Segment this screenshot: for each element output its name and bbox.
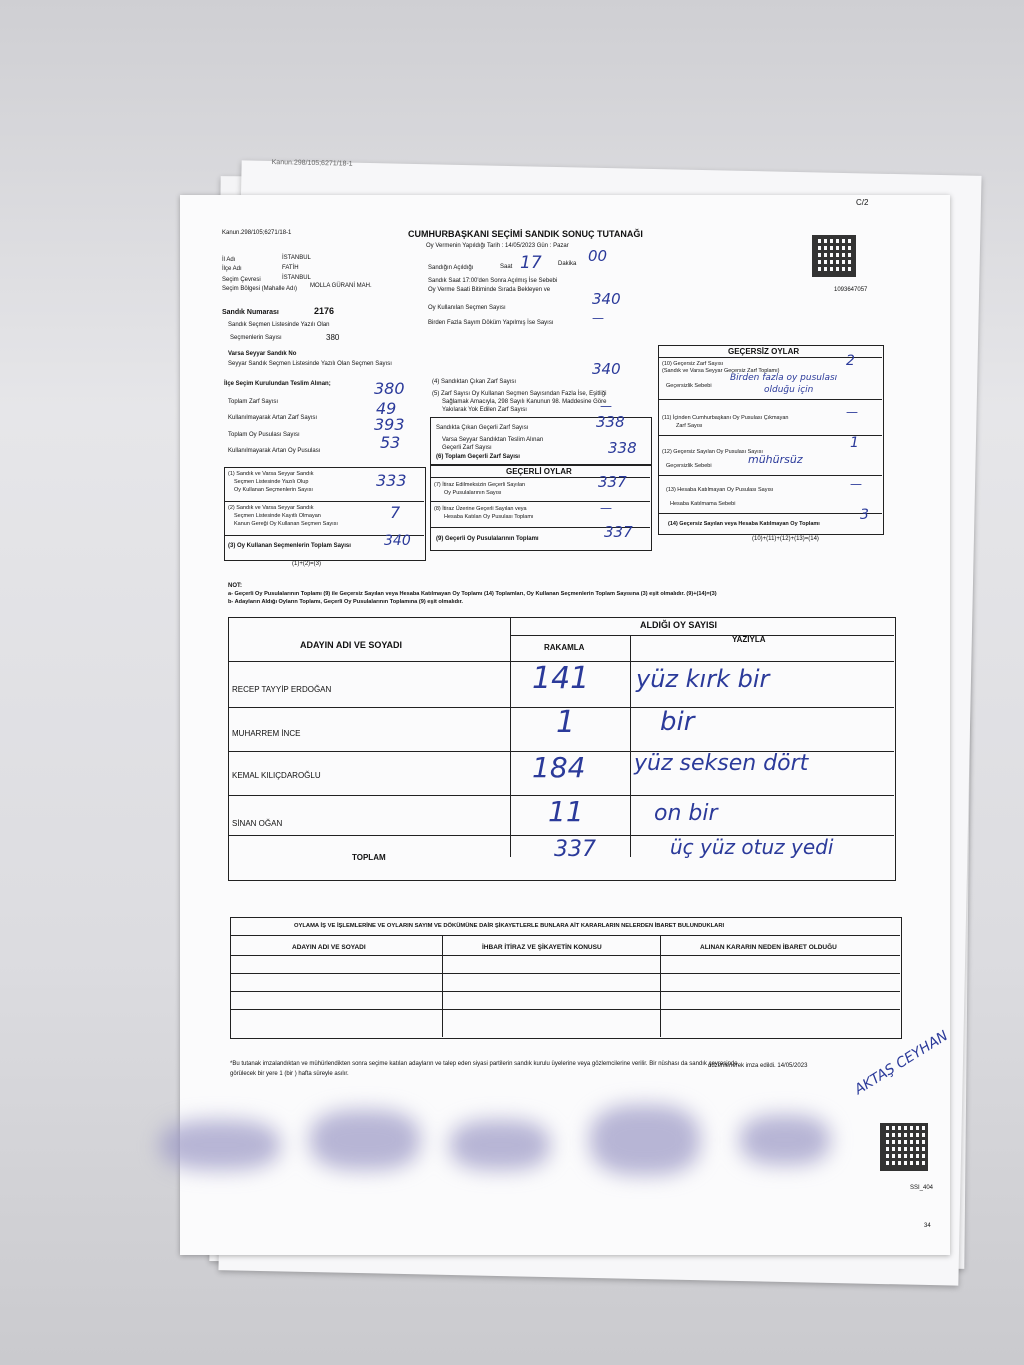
- r9-label: (9) Geçerli Oy Pusulalarının Toplamı: [436, 536, 539, 542]
- col-name-header: ADAYIN ADI VE SOYADI: [300, 640, 403, 650]
- zarf-label: Toplam Zarf Sayısı: [228, 399, 279, 405]
- r8-label: (8) İtiraz Üzerine Geçerli Sayılan veya: [434, 506, 527, 512]
- valid-zarf-label: Sandıkta Çıkan Geçerli Zarf Sayısı: [436, 425, 529, 431]
- bolge-value: MOLLA GÜRANİ MAH.: [310, 283, 372, 289]
- r4-value: 340: [592, 360, 621, 378]
- r3-formula: (1)+(2)=(3): [292, 561, 322, 567]
- page-number: 34: [924, 1223, 931, 1229]
- total-label: TOPLAM: [352, 853, 386, 862]
- r1-label: (1) Sandık ve Varsa Seyyar Sandık: [228, 471, 314, 477]
- r5-label: (5) Zarf Sayısı Oy Kullanan Seçmen Sayısından Fazla İse, Eşitliği: [432, 391, 607, 397]
- r1-label-3: Oy Kullanan Seçmenlerin Sayısı: [234, 487, 313, 493]
- r10-reason-2: olduğu için: [764, 385, 814, 395]
- note-b: b- Adayların Aldığı Oyların Toplamı, Geçerli Oy Pusulalarının Toplamına (9) eşit olmalıdır.: [228, 599, 463, 605]
- pusula-value: 393: [374, 415, 405, 434]
- r9-value: 337: [604, 523, 633, 541]
- used-label: Oy Kullanılan Seçmen Sayısı: [428, 305, 506, 311]
- redacted-signatures: [140, 1090, 840, 1210]
- used-value: 340: [592, 290, 621, 308]
- dakika-label: Dakika: [558, 261, 577, 267]
- candidate-votes-num: 141: [532, 661, 590, 696]
- back-law: Kanun.298/105;6271/18-1: [271, 159, 353, 168]
- listed-label-2: Seçmenlerin Sayısı: [230, 335, 282, 341]
- sandik-no-label: Sandık Numarası: [222, 309, 279, 316]
- dakika-value: 00: [588, 247, 608, 265]
- r10-reason: Birden fazla oy pusulası: [730, 373, 838, 383]
- r10-reason-label: Geçersizlik Sebebi: [666, 383, 712, 389]
- r12-value: 1: [850, 435, 859, 451]
- cevre-label: Seçim Çevresi: [222, 277, 261, 283]
- bolge-label: Seçim Bölgesi (Mahalle Adı): [222, 286, 298, 292]
- valid-title: GEÇERLİ OYLAR: [506, 467, 572, 476]
- r8-value: —: [600, 501, 612, 515]
- candidate-name: SİNAN OĞAN: [232, 819, 283, 828]
- r14-formula: (10)+(11)+(12)+(13)=(14): [752, 536, 819, 542]
- r10-label: (10) Geçersiz Zarf Sayısı: [662, 361, 724, 367]
- r11-label: (11) İçinden Cumhurbaşkanı Oy Pusulası Çıkmayan: [662, 415, 789, 421]
- r5-value: —: [600, 399, 612, 413]
- il-value: İSTANBUL: [282, 255, 311, 261]
- r10-label-2: (Sandık ve Varsa Seyyar Geçersiz Zarf Toplamı): [662, 368, 780, 374]
- r6-value: 338: [608, 439, 637, 457]
- col-votes-header: ALDIĞI OY SAYISI: [640, 620, 718, 630]
- r3-label: (3) Oy Kullanan Seçmenlerin Toplam Sayısı: [228, 543, 351, 549]
- candidate-votes-text: yüz seksen dört: [634, 751, 809, 776]
- r2-label-2: Seçmen Listesinde Kayıtlı Olmayan: [234, 513, 321, 519]
- qr-number: 1093647057: [834, 287, 868, 293]
- footer-date: düzenlenerek imza edildi. 14/05/2023: [708, 1063, 808, 1069]
- seyyar-listed-label: Seyyar Sandık Seçmen Listesinde Yazılı Olan Seçmen Sayısı: [228, 361, 392, 367]
- form-code: C/2: [856, 198, 869, 207]
- recount-label: Birden Fazla Sayım Döküm Yapılmış İse Sayısı: [428, 320, 554, 326]
- artan-zarf-value: 49: [376, 399, 397, 418]
- ssi-code: SSI_404: [910, 1185, 934, 1191]
- pusula-label: Toplam Oy Pusulası Sayısı: [228, 432, 300, 438]
- seyyar-zarf-label-2: Geçerli Zarf Sayısı: [442, 445, 492, 451]
- after-label: Sandık Saat 17:00'den Sonra Açılmış İse Sebebi: [428, 278, 558, 284]
- candidate-name: RECEP TAYYİP ERDOĞAN: [232, 685, 332, 694]
- ilce-label: İlçe Adı: [222, 266, 242, 272]
- form-title: CUMHURBAŞKANI SEÇİMİ SANDIK SONUÇ TUTANAĞI: [408, 229, 643, 239]
- saat-label: Saat: [500, 264, 513, 270]
- zarf-value: 380: [374, 379, 405, 398]
- complaints-title: OYLAMA İŞ VE İŞLEMLERİNE VE OYLARIN SAYIM VE DÖKÜMÜNE DAİR ŞİKAYETLERLE BUNLARA AİT KARARLARIN NELERDEN İBARET BULUNDUKLARI: [294, 923, 725, 929]
- vote-date: Oy Vermenin Yapıldığı Tarih : 14/05/2023 Gün : Pazar: [426, 243, 569, 249]
- r12-reason: mühürsüz: [748, 453, 803, 466]
- note-title: NOT:: [228, 583, 242, 589]
- r13-value: —: [850, 477, 862, 491]
- candidate-votes-num: 184: [532, 751, 586, 784]
- col-num-header: RAKAMLA: [544, 643, 585, 652]
- seyyar-zarf-label: Varsa Seyyar Sandıktan Teslim Alınan: [442, 437, 544, 443]
- cevre-value: İSTANBUL: [282, 275, 311, 281]
- r6-label: (6) Toplam Geçerli Zarf Sayısı: [436, 454, 520, 460]
- sandik-no-value: 2176: [314, 306, 335, 316]
- candidate-name: KEMAL KILIÇDAROĞLU: [232, 771, 321, 780]
- r7-value: 337: [598, 473, 627, 491]
- received-title: İlçe Seçim Kurulundan Teslim Alınan;: [224, 381, 331, 387]
- r11-value: —: [846, 405, 858, 419]
- qr-code-icon: [812, 235, 856, 277]
- r14-value: 3: [860, 507, 869, 523]
- queue-label: Oy Verme Saati Bitiminde Sırada Bekleyen ve: [428, 287, 551, 293]
- ilce-value: FATİH: [282, 265, 299, 271]
- il-label: İl Adı: [222, 257, 236, 263]
- r1-label-2: Seçmen Listesinde Yazılı Olup: [234, 479, 309, 485]
- r1-value: 333: [376, 471, 407, 490]
- candidate-votes-num: 1: [556, 705, 576, 740]
- complaints-col3: ALINAN KARARIN NEDEN İBARET OLDUĞU: [700, 944, 837, 951]
- invalid-title: GEÇERSİZ OYLAR: [728, 347, 800, 356]
- signature: AKTAŞ CEYHAN: [851, 1027, 951, 1099]
- artan-zarf-label: Kullanılmayarak Artan Zarf Sayısı: [228, 415, 318, 421]
- listed-value: 380: [326, 333, 340, 342]
- candidate-votes-text: yüz kırk bir: [636, 665, 770, 693]
- footer-qr-code-icon: [880, 1123, 928, 1171]
- artan-pusula-label: Kullanılmayarak Artan Oy Pusulası: [228, 448, 321, 454]
- law-reference: Kanun.298/105;6271/18-1: [222, 230, 292, 236]
- r13-reason-label: Hesaba Katılmama Sebebi: [670, 501, 736, 507]
- r4-label: (4) Sandıktan Çıkan Zarf Sayısı: [432, 379, 517, 385]
- acildigi-label: Sandığın Açıldığı: [428, 265, 474, 271]
- saat-value: 17: [520, 253, 542, 273]
- r7-label-2: Oy Pusulalarının Sayısı: [444, 490, 502, 496]
- candidate-votes-text: on bir: [654, 801, 718, 826]
- r5-label-2: Sağlamak Amacıyla, 298 Sayılı Kanunun 98. Maddesine Göre: [442, 399, 607, 405]
- total-text: üç yüz otuz yedi: [670, 835, 834, 859]
- candidate-name: MUHARREM İNCE: [232, 729, 301, 738]
- artan-pusula-value: 53: [380, 433, 401, 452]
- r5-label-3: Yakılarak Yok Edilen Zarf Sayısı: [442, 407, 527, 413]
- listed-label: Sandık Seçmen Listesinde Yazılı Olan: [228, 322, 330, 328]
- r8-label-2: Hesaba Katılan Oy Pusulası Toplamı: [444, 514, 534, 520]
- r12-label: (12) Geçersiz Sayılan Oy Pusulası Sayısı: [662, 449, 763, 455]
- r12-reason-label: Geçersizlik Sebebi: [666, 463, 712, 469]
- recount-value: —: [592, 311, 604, 325]
- footer-line2: görülecek bir yere 1 (bir ) hafta süreyle asılır.: [230, 1071, 349, 1077]
- r13-label: (13) Hesaba Katılmayan Oy Pusulası Sayısı: [666, 487, 774, 493]
- complaints-col2: İHBAR İTİRAZ VE ŞİKAYETİN KONUSU: [482, 944, 602, 951]
- candidate-votes-text: bir: [660, 707, 695, 737]
- r2-value: 7: [390, 503, 401, 522]
- r2-label-3: Kanun Gereği Oy Kullanan Seçmen Sayısı: [234, 521, 338, 527]
- valid-zarf-value: 338: [596, 413, 625, 431]
- complaints-col1: ADAYIN ADI VE SOYADI: [292, 944, 366, 951]
- r14-label: (14) Geçersiz Sayılan veya Hesaba Katılmayan Oy Toplamı: [668, 521, 820, 527]
- note-a: a- Geçerli Oy Pusulalarının Toplamı (9) ile Geçersiz Sayılan veya Hesaba Katılmayan Oy Toplamı (14) Toplamları, Oy Kullanan Seçmenlerin Toplam Sayısına (3) eşit olmalıdır. (9)+(14)=(3): [228, 591, 717, 597]
- seyyar-label: Varsa Seyyar Sandık No: [228, 351, 297, 357]
- total-num: 337: [554, 837, 596, 862]
- candidate-votes-num: 11: [548, 795, 584, 828]
- r2-label: (2) Sandık ve Varsa Seyyar Sandık: [228, 505, 314, 511]
- r3-value: 340: [384, 533, 411, 549]
- r11-label-2: Zarf Sayısı: [676, 423, 703, 429]
- footer-line1: *Bu tutanak imzalandıktan ve mühürlendikten sonra seçime katılan adayların ve talep eden siyasi partilerin sandık kurulu üyelerine veya gözlemcilerine verilir. Bir nüshası da sandık çevresinde: [230, 1061, 738, 1067]
- r10-value: 2: [846, 353, 855, 369]
- r7-label: (7) İtiraz Edilmeksizin Geçerli Sayılan: [434, 482, 526, 488]
- col-text-header: YAZIYLA: [732, 635, 766, 644]
